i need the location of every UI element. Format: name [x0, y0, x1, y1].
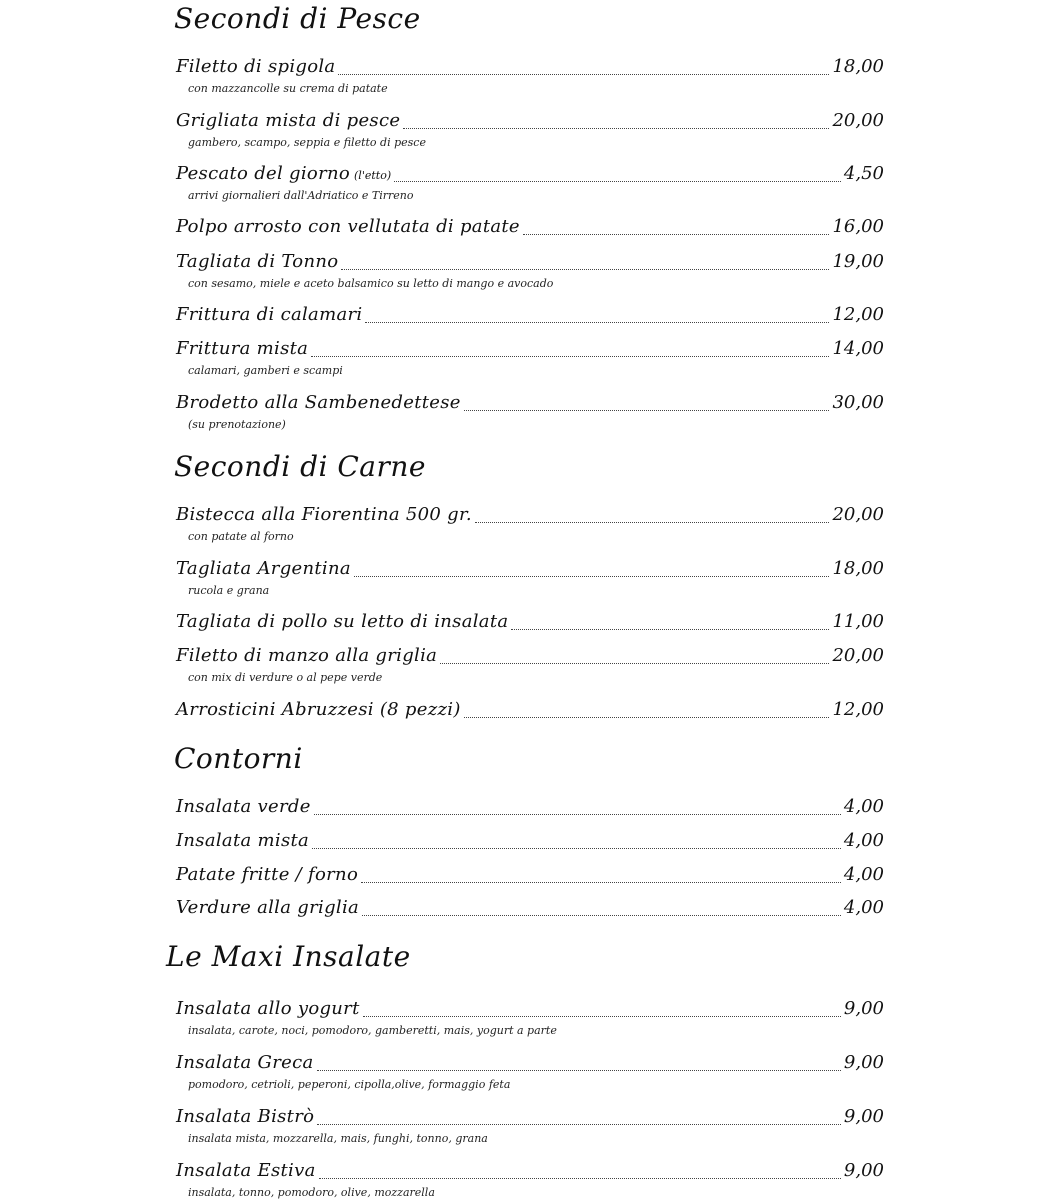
item-price: 30,00 — [832, 392, 884, 413]
item-price: 18,00 — [832, 56, 884, 77]
section-title: Secondi di Pesce — [174, 2, 421, 35]
dotted-leader — [317, 1123, 841, 1125]
dotted-leader — [361, 881, 841, 883]
item-name: Frittura di calamari — [176, 304, 363, 325]
item-name: Arrosticini Abruzzesi (8 pezzi) — [176, 699, 461, 720]
item-description: (su prenotazione) — [188, 418, 286, 431]
dotted-leader — [362, 914, 841, 916]
item-price: 20,00 — [832, 645, 884, 666]
dotted-leader — [338, 73, 829, 75]
item-price: 4,00 — [843, 897, 884, 918]
item-name: Filetto di manzo alla griglia — [176, 645, 438, 666]
menu-item — [176, 338, 884, 364]
menu-item — [176, 611, 884, 637]
menu-item — [176, 251, 884, 277]
item-name: Grigliata mista di pesce — [176, 110, 401, 131]
item-name: Insalata Greca — [176, 1052, 314, 1073]
menu-item — [176, 645, 884, 671]
menu-item — [176, 504, 884, 530]
dotted-leader — [341, 268, 829, 270]
item-name: Tagliata di pollo su letto di insalata — [176, 611, 509, 632]
dotted-leader — [464, 716, 830, 718]
section-title: Le Maxi Insalate — [166, 940, 411, 973]
item-price: 4,00 — [843, 830, 884, 851]
item-price: 11,00 — [832, 611, 884, 632]
dotted-leader — [314, 813, 841, 815]
item-description: con patate al forno — [188, 530, 294, 543]
item-name: Insalata verde — [176, 796, 311, 817]
menu-item — [176, 163, 884, 189]
item-price: 19,00 — [832, 251, 884, 272]
item-description: con mix di verdure o al pepe verde — [188, 671, 383, 684]
dotted-leader — [403, 127, 829, 129]
dotted-leader — [511, 628, 829, 630]
dotted-leader — [523, 233, 830, 235]
dotted-leader — [464, 409, 830, 411]
item-price: 12,00 — [832, 304, 884, 325]
menu-item — [176, 1160, 884, 1186]
item-name: Filetto di spigola — [176, 56, 336, 77]
item-description: con mazzancolle su crema di patate — [188, 82, 388, 95]
menu-item — [176, 558, 884, 584]
item-name: Pescato del giorno — [176, 163, 351, 184]
menu-item — [176, 56, 884, 82]
menu-item — [176, 897, 884, 923]
item-unit-note: (l'etto) — [354, 169, 392, 182]
dotted-leader — [365, 321, 829, 323]
item-name: Verdure alla griglia — [176, 897, 360, 918]
item-price: 18,00 — [832, 558, 884, 579]
menu-item — [176, 1106, 884, 1132]
item-description: insalata mista, mozzarella, mais, funghi, tonno, grana — [188, 1132, 488, 1145]
menu-item — [176, 864, 884, 890]
item-name: Insalata allo yogurt — [176, 998, 360, 1019]
menu-item — [176, 1052, 884, 1078]
section-title: Contorni — [174, 742, 303, 775]
dotted-leader — [394, 180, 841, 182]
dotted-leader — [319, 1177, 841, 1179]
menu-item — [176, 699, 884, 725]
item-description: calamari, gamberi e scampi — [188, 364, 343, 377]
item-name: Patate fritte / forno — [176, 864, 359, 885]
item-name: Insalata Estiva — [176, 1160, 316, 1181]
section-title: Secondi di Carne — [174, 450, 426, 483]
item-price: 16,00 — [832, 216, 884, 237]
item-description: con sesamo, miele e aceto balsamico su letto di mango e avocado — [188, 277, 554, 290]
dotted-leader — [317, 1069, 841, 1071]
menu-item — [176, 830, 884, 856]
menu-item — [176, 110, 884, 136]
item-name: Frittura mista — [176, 338, 309, 359]
item-name: Tagliata di Tonno — [176, 251, 339, 272]
dotted-leader — [312, 847, 841, 849]
item-name: Polpo arrosto con vellutata di patate — [176, 216, 520, 237]
dotted-leader — [475, 521, 830, 523]
item-description: insalata, carote, noci, pomodoro, gamberetti, mais, yogurt a parte — [188, 1024, 557, 1037]
menu-item — [176, 796, 884, 822]
item-price: 20,00 — [832, 110, 884, 131]
item-price: 9,00 — [843, 1160, 884, 1181]
item-description: insalata, tonno, pomodoro, olive, mozzarella — [188, 1186, 435, 1199]
item-price: 4,50 — [843, 163, 884, 184]
menu-item — [176, 216, 884, 242]
menu-item — [176, 304, 884, 330]
item-description: pomodoro, cetrioli, peperoni, cipolla,olive, formaggio feta — [188, 1078, 511, 1091]
item-description: gambero, scampo, seppia e filetto di pesce — [188, 136, 426, 149]
item-price: 9,00 — [843, 998, 884, 1019]
item-price: 4,00 — [843, 864, 884, 885]
item-name: Insalata mista — [176, 830, 310, 851]
dotted-leader — [363, 1015, 841, 1017]
menu-item — [176, 998, 884, 1024]
item-name: Bistecca alla Fiorentina 500 gr. — [176, 504, 472, 525]
item-name: Insalata Bistrò — [176, 1106, 315, 1127]
dotted-leader — [311, 355, 829, 357]
item-price: 9,00 — [843, 1052, 884, 1073]
menu-item — [176, 392, 884, 418]
dotted-leader — [354, 575, 830, 577]
item-name: Tagliata Argentina — [176, 558, 351, 579]
item-price: 12,00 — [832, 699, 884, 720]
item-description: arrivi giornalieri dall'Adriatico e Tirreno — [188, 189, 414, 202]
dotted-leader — [440, 662, 829, 664]
item-price: 4,00 — [843, 796, 884, 817]
item-price: 20,00 — [832, 504, 884, 525]
item-name: Brodetto alla Sambenedettese — [176, 392, 461, 413]
item-description: rucola e grana — [188, 584, 270, 597]
item-price: 14,00 — [832, 338, 884, 359]
item-price: 9,00 — [843, 1106, 884, 1127]
